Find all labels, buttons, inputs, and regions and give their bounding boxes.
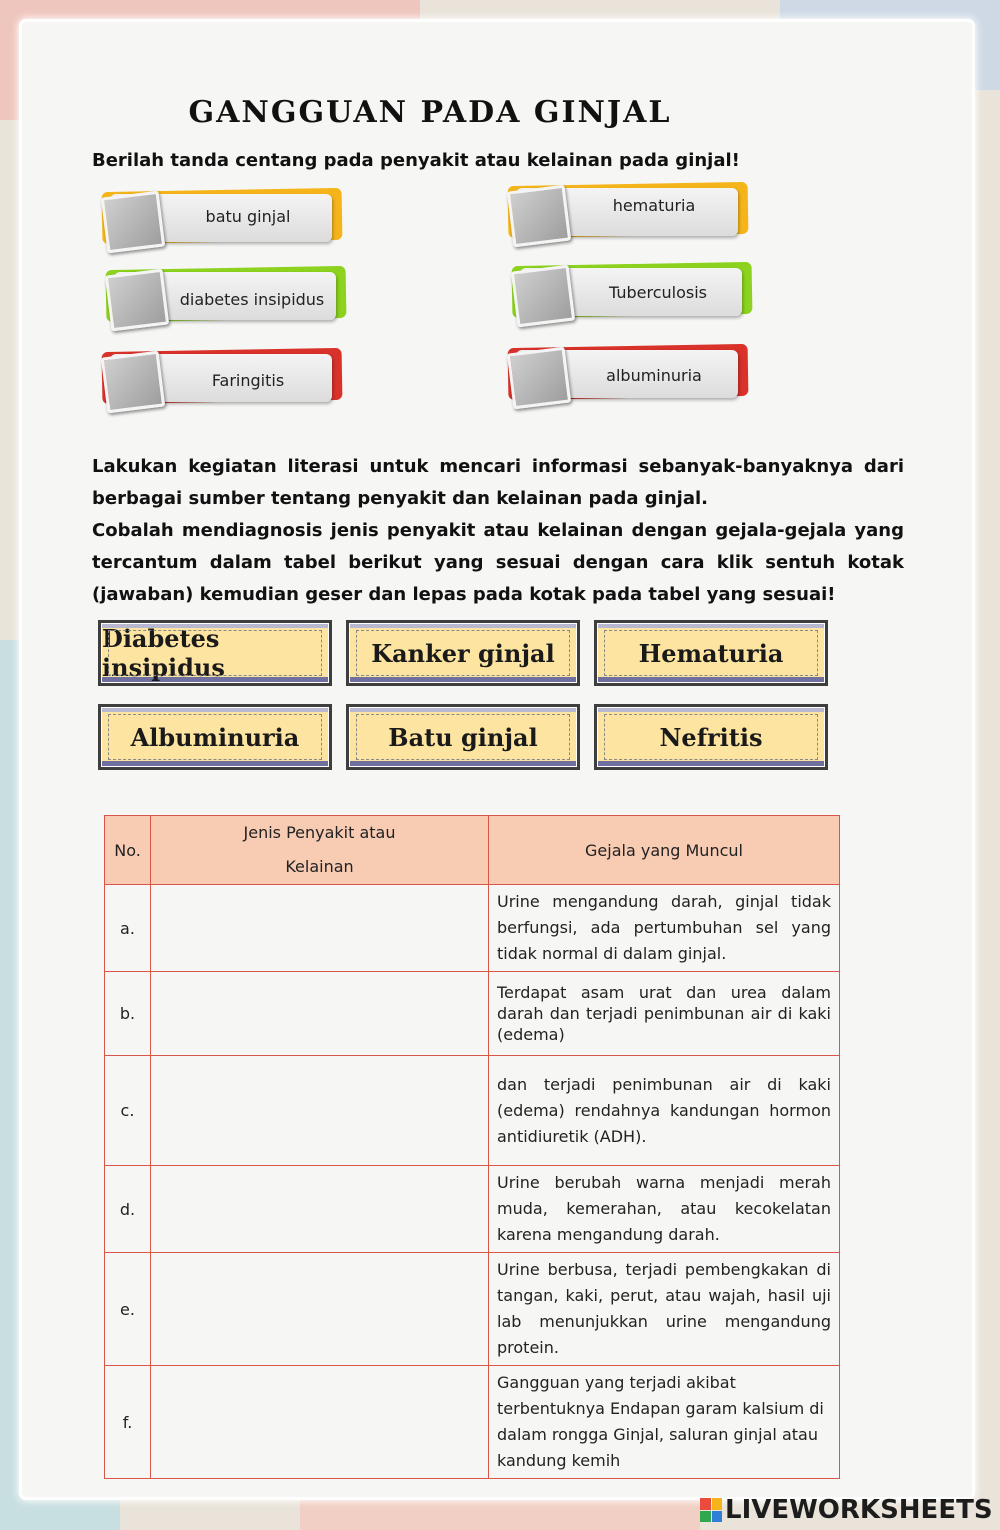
choice-diabetes-insipidus[interactable]	[106, 268, 346, 326]
row-gejala: dan terjadi penimbunan air di kaki (edema) rendahnya kandungan hormon antidiuretik (ADH).	[489, 1056, 840, 1166]
answer-drop-zone[interactable]	[151, 1366, 489, 1479]
choice-label: Tuberculosis	[609, 283, 707, 302]
choice-tuberculosis[interactable]	[512, 264, 752, 322]
choice-batu-ginjal[interactable]	[102, 190, 342, 248]
answer-drop-zone[interactable]	[151, 885, 489, 972]
page-title: GANGGUAN PADA GINJAL	[188, 95, 672, 130]
checkbox[interactable]	[507, 185, 571, 248]
checkbox[interactable]	[101, 351, 165, 414]
header-jenis-line2: Kelainan	[285, 857, 354, 876]
liveworksheets-logo-icon	[700, 1498, 722, 1522]
row-gejala: Urine berubah warna menjadi merah muda, kemerahan, atau kecokelatan karena mengandung darah.	[489, 1166, 840, 1253]
answer-label: Kanker ginjal	[349, 623, 577, 683]
table-row	[105, 1056, 840, 1166]
instruction-checklist: Berilah tanda centang pada penyakit atau kelainan pada ginjal!	[92, 150, 740, 171]
row-no: b.	[105, 972, 151, 1056]
checkbox[interactable]	[105, 269, 169, 332]
choice-label: hematuria	[612, 196, 696, 215]
answer-label: Hematuria	[597, 623, 825, 683]
choice-faringitis[interactable]	[102, 350, 342, 408]
header-no: No.	[105, 816, 151, 885]
diagnosis-instruction: Cobalah mendiagnosis jenis penyakit atau kelainan dengan gejala-gejala yang tercantum dalam tabel berikut yang sesuai dengan cara klik sentuh kotak (jawaban) kemudian geser dan lepas pada kotak pada tabel yang sesuai!	[92, 520, 904, 605]
answer-label: Diabetes insipidus	[101, 623, 329, 683]
literacy-instruction: Lakukan kegiatan literasi untuk mencari informasi sebanyak-banyaknya dari berbagai sumber tentang penyakit dan kelainan pada ginjal.	[92, 456, 904, 509]
answer-drop-zone[interactable]	[151, 972, 489, 1056]
header-jenis	[151, 816, 489, 885]
choice-label: Faringitis	[211, 371, 285, 390]
table-row	[105, 885, 840, 972]
choice-label: batu ginjal	[205, 207, 291, 226]
answer-drop-zone[interactable]	[151, 1166, 489, 1253]
row-gejala: Terdapat asam urat dan urea dalam darah dan terjadi penimbunan air di kaki (edema)	[489, 972, 840, 1056]
row-no: c.	[105, 1056, 151, 1166]
row-no: f.	[105, 1366, 151, 1479]
answer-label: Batu ginjal	[349, 707, 577, 767]
table-row	[105, 1366, 840, 1479]
table-row	[105, 1253, 840, 1366]
answer-label: Nefritis	[597, 707, 825, 767]
choice-albuminuria[interactable]	[508, 346, 748, 404]
answer-albuminuria[interactable]	[98, 704, 332, 770]
header-jenis-line1: Jenis Penyakit atau	[243, 823, 396, 842]
table-row	[105, 972, 840, 1056]
row-gejala: Urine berbusa, terjadi pembengkakan di tangan, kaki, perut, atau wajah, hasil uji lab menunjukkan urine mengandung protein.	[489, 1253, 840, 1366]
checkbox[interactable]	[511, 265, 575, 328]
row-no: a.	[105, 885, 151, 972]
choice-label: albuminuria	[606, 366, 702, 385]
choice-hematuria[interactable]	[508, 184, 748, 242]
table-row	[105, 1166, 840, 1253]
answer-diabetes-insipidus[interactable]	[98, 620, 332, 686]
answer-drop-zone[interactable]	[151, 1253, 489, 1366]
answer-batu-ginjal[interactable]	[346, 704, 580, 770]
choice-label: diabetes insipidus	[179, 290, 325, 309]
answer-kanker-ginjal[interactable]	[346, 620, 580, 686]
row-gejala: Gangguan yang terjadi akibat terbentuknya Endapan garam kalsium di dalam rongga Ginjal, saluran ginjal atau kandung kemih	[489, 1366, 840, 1479]
answer-hematuria[interactable]	[594, 620, 828, 686]
header-gejala: Gejala yang Muncul	[489, 816, 840, 885]
table-header-row	[105, 816, 840, 885]
liveworksheets-wordmark: LIVEWORKSHEETS	[725, 1495, 993, 1525]
row-no: d.	[105, 1166, 151, 1253]
row-no: e.	[105, 1253, 151, 1366]
answer-label: Albuminuria	[101, 707, 329, 767]
checkbox[interactable]	[507, 347, 571, 410]
liveworksheets-logo[interactable]	[700, 1494, 993, 1526]
diagnosis-table	[104, 815, 840, 1479]
answer-drop-zone[interactable]	[151, 1056, 489, 1166]
row-gejala: Urine mengandung darah, ginjal tidak berfungsi, ada pertumbuhan sel yang tidak normal di dalam ginjal.	[489, 885, 840, 972]
answer-nefritis[interactable]	[594, 704, 828, 770]
checkbox[interactable]	[101, 191, 165, 254]
